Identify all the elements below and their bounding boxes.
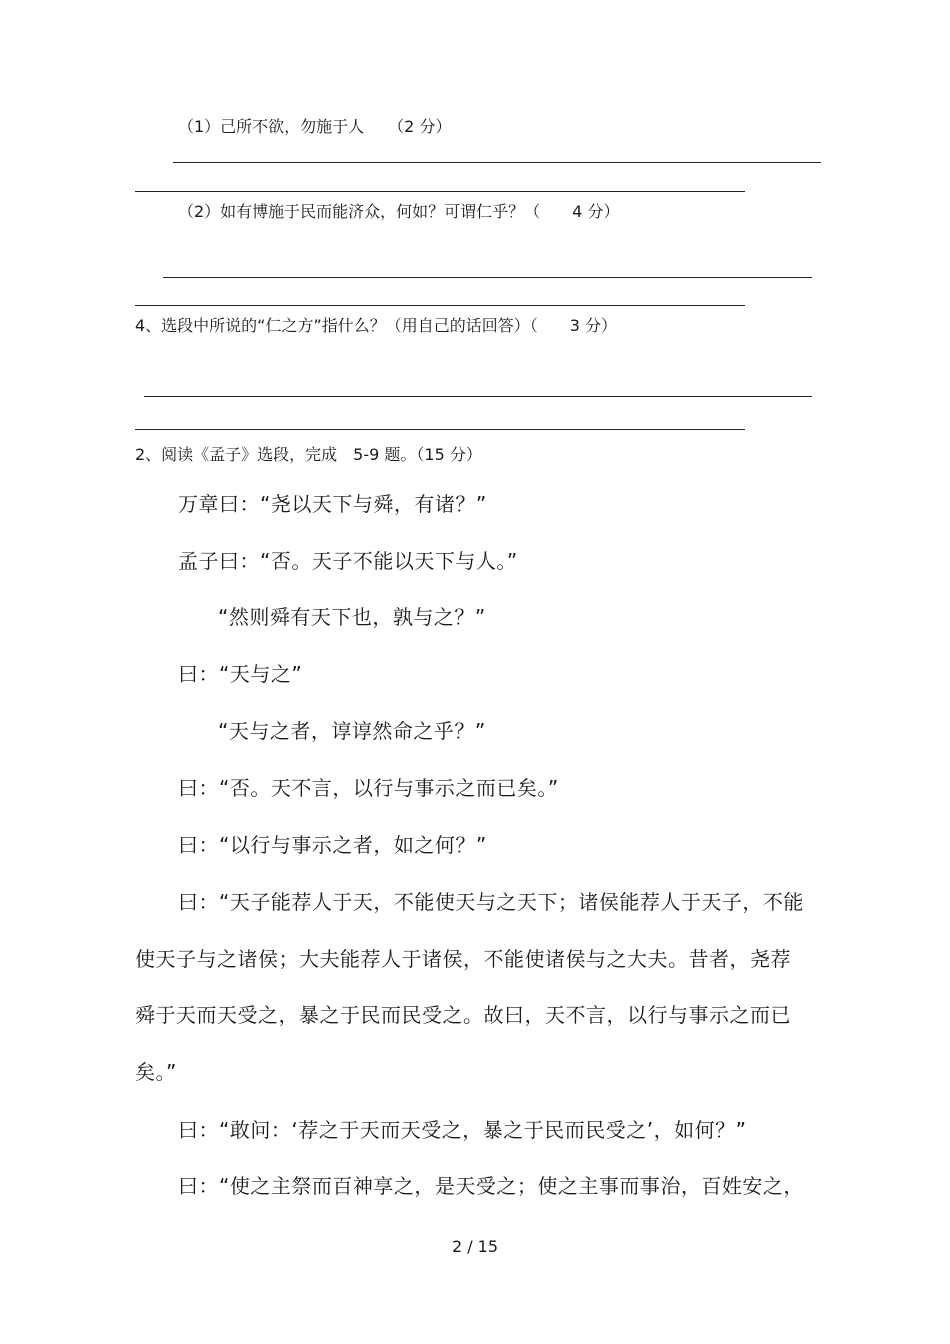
passage-line: 曰：“天子能荐人于天，不能使天与之天下；诸侯能荐人于天子，不能 — [178, 890, 804, 914]
question-3-2: （2）如有博施于民而能济众，何如？可谓仁乎？（ 4 分） — [178, 202, 620, 221]
question-3-1: （1）己所不欲，勿施于人 （2 分） — [178, 117, 452, 136]
answer-line — [173, 162, 821, 163]
page-number: 2 / 15 — [451, 1237, 499, 1256]
passage-line: 舜于天而天受之，暴之于民而民受之。故曰，天不言，以行与事示之而已 — [135, 1003, 791, 1027]
passage-line: 曰：“敢问：‘荐之于天而天受之，暴之于民而民受之’，如何？” — [178, 1118, 747, 1142]
passage-line: “天与之者，谆谆然命之乎？” — [218, 719, 486, 743]
passage-line: 曰：“以行与事示之者，如之何？” — [178, 833, 487, 857]
passage-line: 孟子曰：“否。天子不能以天下与人。” — [178, 549, 518, 573]
passage-line: 使天子与之诸侯；大夫能荐人于诸侯，不能使诸侯与之大夫。昔者，尧荐 — [135, 947, 791, 971]
passage-line: 曰：“天与之” — [178, 662, 303, 686]
passage-line: “然则舜有天下也，孰与之？” — [218, 605, 486, 629]
passage-line: 曰：“否。天不言，以行与事示之而已矣。” — [178, 776, 559, 800]
passage-line: 矣。” — [135, 1060, 177, 1084]
answer-line — [163, 277, 812, 278]
answer-line — [135, 429, 745, 430]
answer-line — [144, 396, 812, 397]
question-4: 4、选段中所说的“仁之方”指什么？（用自己的话回答）（ 3 分） — [135, 316, 618, 335]
answer-line — [135, 191, 745, 192]
answer-line — [135, 305, 745, 306]
section-2-heading: 2、阅读《孟子》选段，完成 5-9 题。（15 分） — [135, 445, 482, 464]
passage-line: 曰：“使之主祭而百神享之，是天受之；使之主事而事治，百姓安之， — [178, 1174, 804, 1198]
passage-line: 万章曰：“尧以天下与舜，有诸？” — [178, 492, 487, 516]
